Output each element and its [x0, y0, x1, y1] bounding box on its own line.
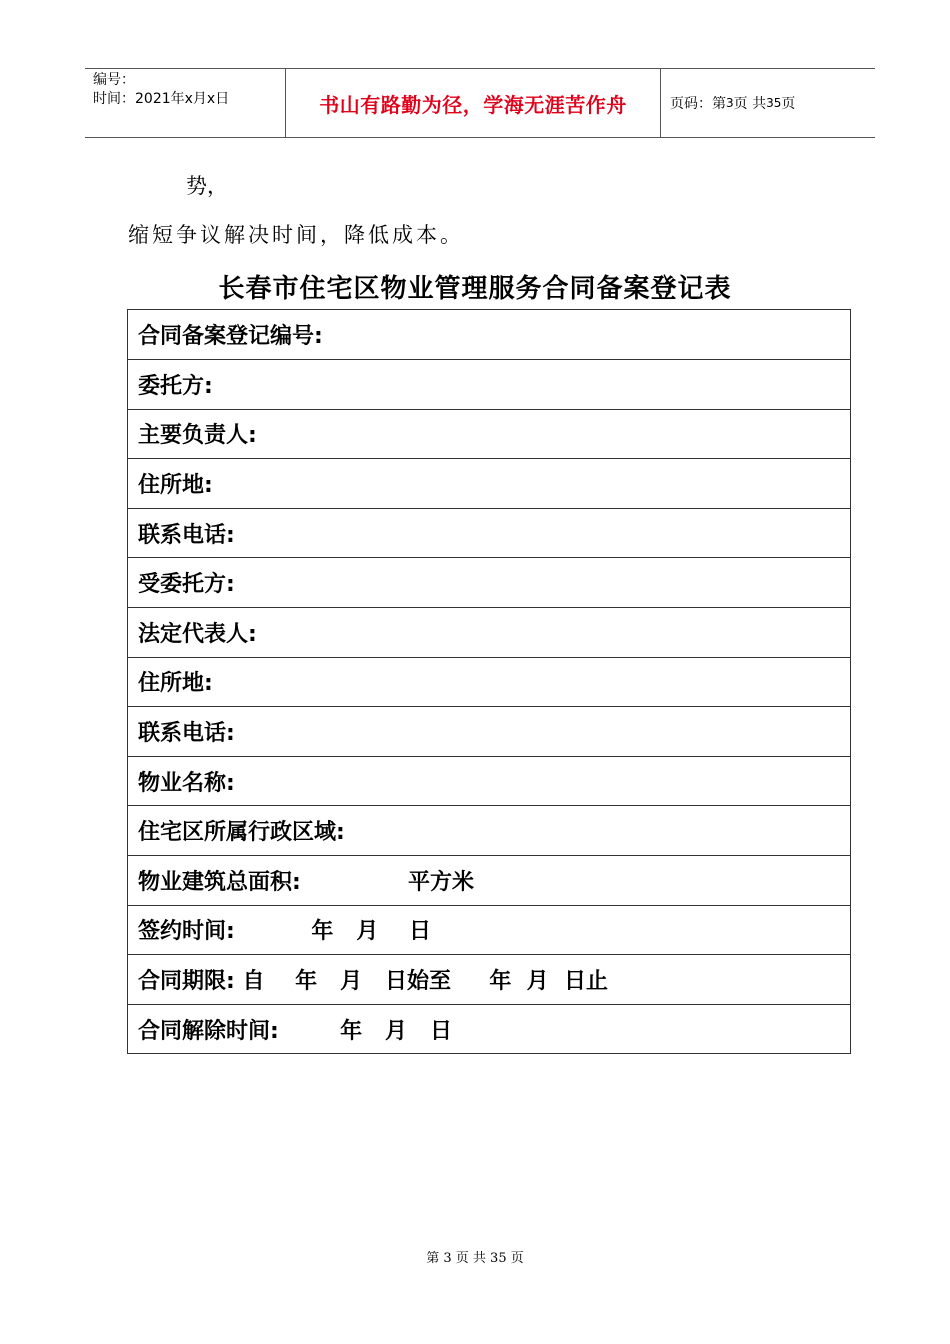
page-header [85, 68, 875, 138]
form-field-contract-record-number[interactable]: 合同备案登记编号: [128, 310, 851, 360]
form-title: 长春市住宅区物业管理服务合同备案登记表 [218, 274, 732, 304]
form-field-client-address[interactable]: 住所地: [128, 459, 851, 509]
form-field-administrative-district[interactable]: 住宅区所属行政区域: [128, 806, 851, 856]
page-suffix: 页 [781, 96, 796, 112]
form-field-contractor-phone[interactable]: 联系电话: [128, 707, 851, 757]
form-field-total-floor-area[interactable]: 物业建筑总面积: 平方米 [128, 855, 851, 905]
page-total: 35 [766, 96, 782, 110]
form-field-client[interactable]: 委托方: [128, 360, 851, 410]
form-field-signing-date[interactable]: 签约时间: 年 月 日 [128, 905, 851, 955]
body-text-line-1: 势， [186, 174, 228, 198]
page-mid: 页 共 [733, 96, 767, 112]
form-field-principal[interactable]: 主要负责人: [128, 409, 851, 459]
registration-form-table [127, 309, 851, 1054]
page-prefix: 第 [712, 96, 726, 112]
form-field-legal-representative[interactable]: 法定代表人: [128, 607, 851, 657]
form-field-property-name[interactable]: 物业名称: [128, 756, 851, 806]
page-current: 3 [726, 96, 734, 110]
form-field-client-phone[interactable]: 联系电话: [128, 508, 851, 558]
form-field-termination-date[interactable]: 合同解除时间: 年 月 日 [128, 1004, 851, 1054]
serial-label: 编号： [93, 72, 135, 88]
header-meta [85, 69, 285, 137]
form-field-contract-term[interactable]: 合同期限: 自 年 月 日始至 年 月 日止 [128, 955, 851, 1005]
page-label: 页码： [670, 96, 712, 112]
body-text-line-2: 缩短争议解决时间，降低成本。 [128, 223, 464, 247]
page-footer: 第 3 页 共 35 页 [426, 1251, 524, 1266]
time-label: 时间：2021年x月x日 [93, 91, 230, 107]
header-motto: 书山有路勤为径，学海无涯苦作舟 [285, 69, 661, 137]
form-field-contractor[interactable]: 受委托方: [128, 558, 851, 608]
header-page-info [660, 69, 875, 137]
form-field-contractor-address[interactable]: 住所地: [128, 657, 851, 707]
